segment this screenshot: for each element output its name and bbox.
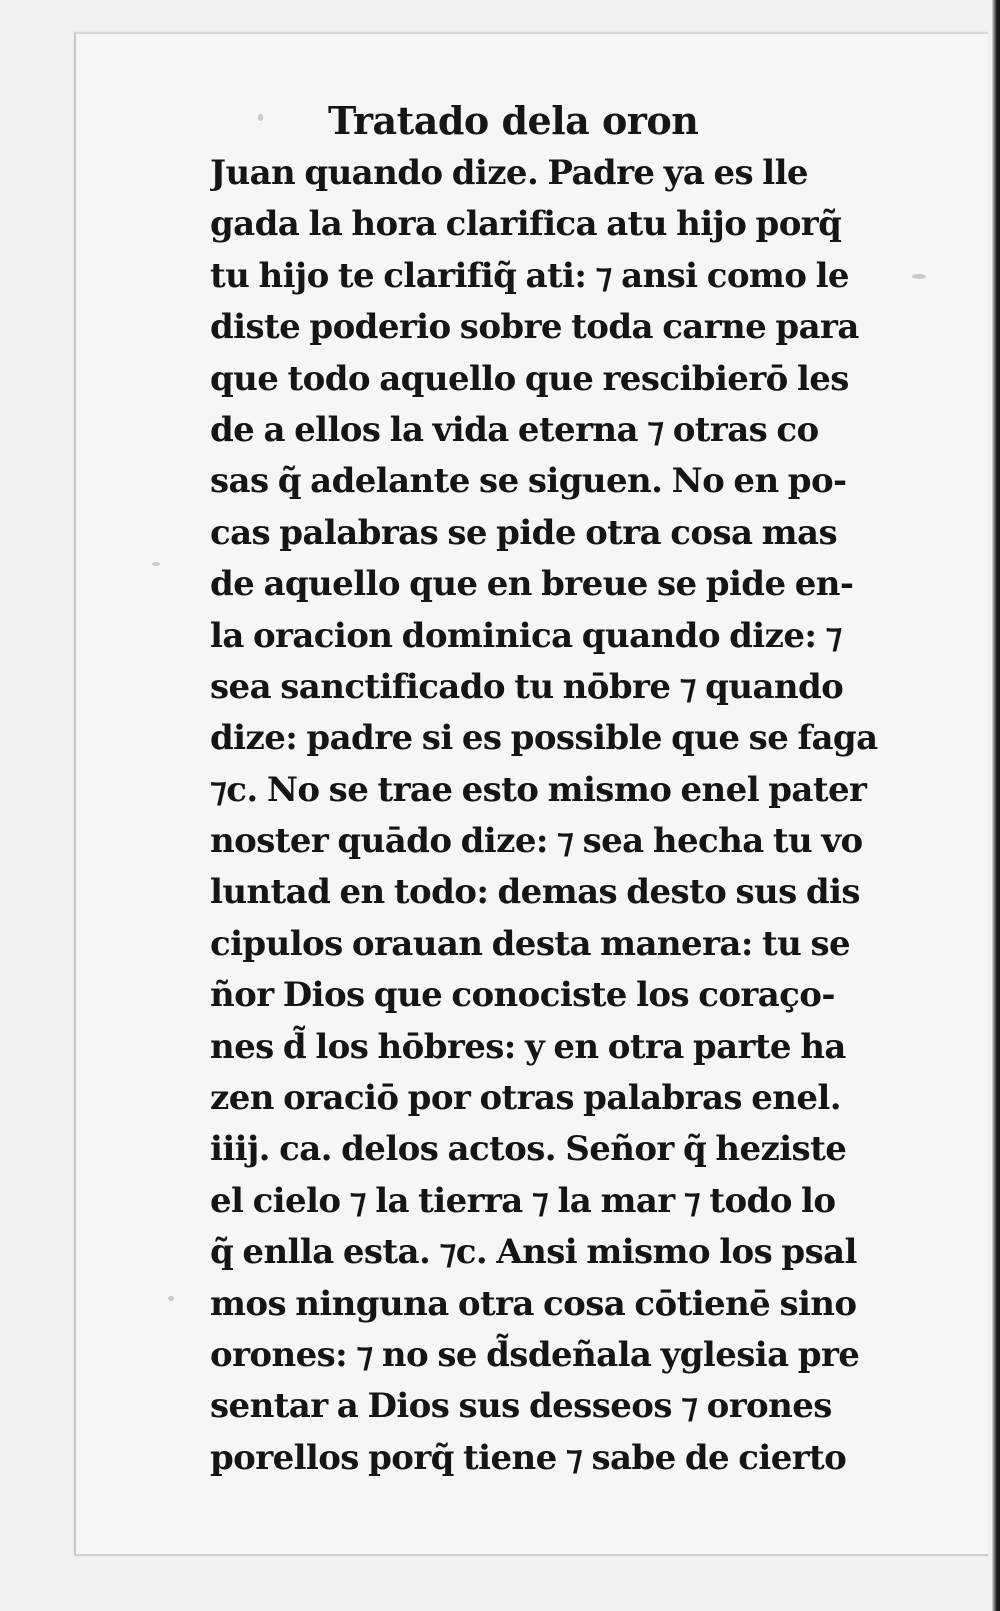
text-line: cas palabras se pide otra cosa mas xyxy=(210,512,837,553)
text-line: noster quādo dize: ⁊ sea hecha tu vo xyxy=(210,821,863,862)
text-line: Juan quando dize. Padre ya es lle xyxy=(210,153,808,193)
text-line: iiij. ca. delos actos. Señor q̃ heziste xyxy=(210,1129,847,1170)
text-line: la oracion dominica quando dize: ⁊ xyxy=(210,615,842,656)
text-line: sea sanctificado tu nōbre ⁊ quando xyxy=(210,666,844,707)
text-line: diste poderio sobre toda carne para xyxy=(210,307,859,348)
text-line: tu hijo te clarifiq̃ ati: ⁊ ansi como le xyxy=(210,255,849,296)
text-line: mos ninguna otra cosa cōtienē sino xyxy=(210,1283,857,1324)
text-line: cipulos orauan desta manera: tu se xyxy=(210,923,851,964)
book-page xyxy=(74,32,988,1556)
text-line: porellos porq̃ tiene ⁊ sabe de cierto xyxy=(210,1437,847,1478)
running-head: Tratado dela oron xyxy=(328,98,699,143)
text-line: ñor Dios que conociste los coraço- xyxy=(210,975,835,1016)
text-line: zen oraciō por otras palabras enel. xyxy=(210,1078,841,1119)
ink-speck xyxy=(912,274,926,279)
text-line: orones: ⁊ no se d̃sdeñala yglesia pre xyxy=(210,1334,860,1375)
text-line: dize: padre si es possible que se faga xyxy=(210,718,878,759)
text-line: sentar a Dios sus desseos ⁊ orones xyxy=(210,1386,832,1427)
text-line: q̃ enlla esta. ⁊c. Ansi mismo los psal xyxy=(210,1232,857,1273)
ink-speck xyxy=(168,1296,174,1301)
text-line: de aquello que en breue se pide en- xyxy=(210,564,854,605)
text-line: nes d̃ los hōbres: y en otra parte ha xyxy=(210,1026,846,1067)
ink-speck xyxy=(152,562,160,566)
text-line: ⁊c. No se trae esto mismo enel pater xyxy=(210,769,867,810)
text-line: luntad en todo: demas desto sus dis xyxy=(210,872,860,913)
page-edge-shadow xyxy=(992,0,1000,1611)
text-line: el cielo ⁊ la tierra ⁊ la mar ⁊ todo lo xyxy=(210,1180,836,1221)
text-line: de a ellos la vida eterna ⁊ otras co xyxy=(210,409,819,450)
text-line: sas q̃ adelante se siguen. No en po- xyxy=(210,461,847,502)
text-block xyxy=(210,98,890,1484)
text-line: gada la hora clarifica atu hijo porq̃ xyxy=(210,204,842,245)
text-line: que todo aquello que rescibierō les xyxy=(210,358,849,399)
